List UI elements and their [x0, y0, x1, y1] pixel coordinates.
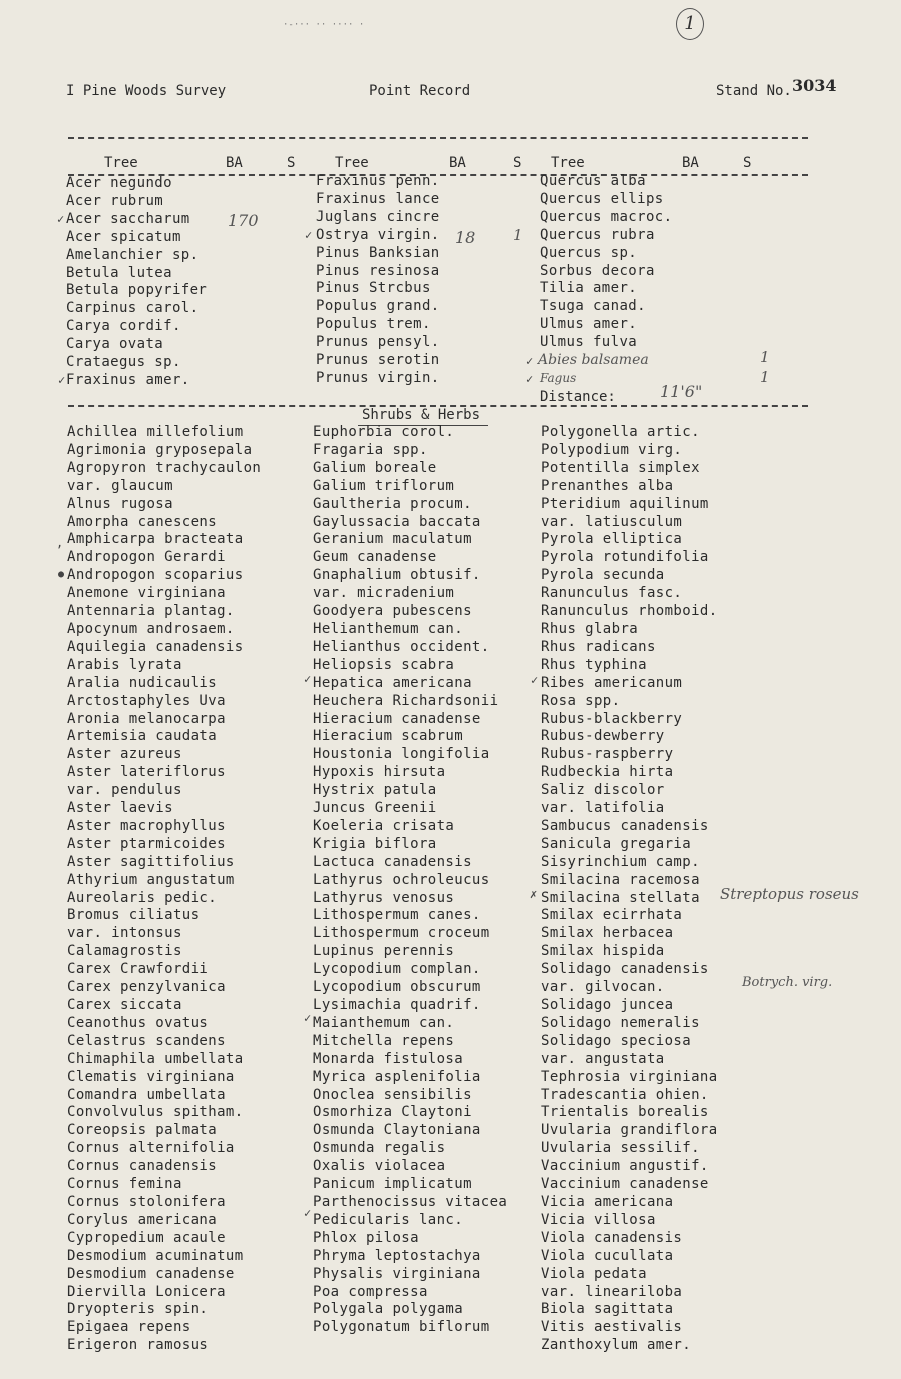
species-item: Agropyron trachycaulon: [67, 459, 262, 476]
species-item: Vicia villosa: [541, 1211, 656, 1228]
species-item: Rhus radicans: [541, 638, 656, 655]
species-item: var. micradenium: [313, 585, 455, 602]
species-item: Amorpha canescens: [67, 513, 218, 530]
species-item: var. gilvocan.: [541, 979, 665, 996]
species-item: Comandra umbellata: [67, 1086, 226, 1103]
species-item: Ulmus amer.: [540, 316, 638, 333]
hw-acer-ba: 170: [228, 211, 259, 230]
s-header-3: S: [743, 155, 752, 171]
tree-header-2: Tree: [335, 155, 369, 171]
species-item: Lithospermum canes.: [313, 907, 481, 924]
s-header-1: S: [287, 155, 296, 171]
species-item: Quercus alba: [540, 173, 646, 189]
species-item: Diervilla Lonicera: [67, 1283, 226, 1300]
species-item: Pyrola rotundifolia: [541, 549, 709, 566]
species-item: Lactuca canadensis: [313, 853, 472, 870]
species-item: Vaccinium angustif.: [541, 1158, 709, 1175]
species-item: Biola sagittata: [541, 1301, 674, 1318]
shrub-list-1: [67, 424, 261, 1355]
species-item: Carex siccata: [67, 997, 182, 1013]
hw-streptopus: Streptopus roseus: [720, 885, 859, 903]
species-item: Trientalis borealis: [541, 1104, 709, 1121]
species-item: Prunus pensyl.: [316, 334, 440, 351]
hw-botrychium: Botrych. virg.: [742, 975, 833, 990]
species-item: Carya cordif.: [66, 318, 181, 335]
species-item: Arctostaphyles Uva: [67, 692, 226, 709]
species-item: Apocynum androsaem.: [67, 620, 235, 637]
species-item: Carex penzylvanica: [67, 979, 226, 996]
species-item: Helianthemum can.: [313, 620, 464, 637]
species-item: Krigia biflora: [313, 835, 437, 852]
species-item: Osmunda Claytoniana: [313, 1122, 481, 1139]
species-item: Clematis virginiana: [67, 1068, 235, 1085]
species-item: Vicia americana: [541, 1193, 674, 1210]
species-item: var. latifolia: [541, 800, 665, 817]
species-item: Poa compressa: [313, 1283, 428, 1300]
species-item: Quercus rubra: [540, 226, 655, 243]
species-item: Smilacina racemosa: [541, 871, 700, 888]
species-item: Hieracium canadense: [313, 710, 481, 727]
species-item: Aster macrophyllus: [67, 817, 226, 834]
species-item: Quercus ellips: [540, 190, 664, 207]
species-item: Phlox pilosa: [313, 1229, 419, 1246]
species-item: var. intonsus: [67, 925, 182, 942]
species-item: Betula lutea: [66, 264, 172, 281]
check-mark-icon: ✓: [304, 1011, 312, 1025]
species-item: Calamagrostis: [67, 943, 182, 960]
species-item: Fraxinus lance: [316, 190, 440, 207]
hw-ostrya-ba: 18: [455, 228, 476, 247]
species-item: Andropogon scoparius: [67, 567, 244, 584]
species-item: Polygala polygama: [313, 1301, 464, 1318]
species-item: Rudbeckia hirta: [541, 764, 674, 781]
species-item: Convolvulus spitham.: [67, 1104, 244, 1121]
hw-abies: Abies balsamea: [538, 352, 649, 368]
species-item: Cornus stolonifera: [67, 1193, 226, 1210]
species-item: Polygonella artic.: [541, 424, 700, 440]
tree-header-3: Tree: [551, 155, 585, 171]
species-item: Mitchella repens: [313, 1032, 455, 1049]
ba-header-2: BA: [449, 155, 466, 171]
species-item: Pinus resinosa: [316, 262, 440, 279]
species-item: Heliopsis scabra: [313, 656, 455, 673]
species-item: Geranium maculatum: [313, 531, 472, 548]
species-item: Betula popyrifer: [66, 282, 208, 299]
species-item: Oxalis violacea: [313, 1158, 446, 1175]
species-item: Pteridium aquilinum: [541, 495, 709, 512]
species-item: Lathyrus venosus: [313, 889, 455, 906]
species-item: Polypodium virg.: [541, 441, 683, 458]
species-item: Hieracium scabrum: [313, 728, 464, 745]
species-item: Uvularia grandiflora: [541, 1122, 718, 1139]
hw-ostrya-s: 1: [513, 226, 523, 244]
species-item: var. lineariloba: [541, 1283, 683, 1300]
species-item: Arabis lyrata: [67, 656, 182, 673]
species-item: Juncus Greenii: [313, 800, 437, 817]
species-item: Lycopodium complan.: [313, 961, 481, 978]
species-item: Achillea millefolium: [67, 424, 244, 440]
species-item: Agrimonia gryposepala: [67, 441, 253, 458]
species-item: Lycopodium obscurum: [313, 979, 481, 996]
species-item: Aronia melanocarpa: [67, 710, 226, 727]
species-item: Cornus femina: [67, 1176, 182, 1193]
species-item: Acer saccharum: [66, 210, 190, 227]
species-item: Pyrola secunda: [541, 567, 665, 584]
species-item: var. glaucum: [67, 477, 173, 494]
species-item: Fraxinus amer.: [66, 371, 190, 388]
ba-header-1: BA: [226, 155, 243, 171]
species-item: Viola cucullata: [541, 1247, 674, 1264]
species-item: Phryma leptostachya: [313, 1247, 481, 1264]
dot-mark-icon: ●: [58, 569, 65, 580]
species-item: Fraxinus penn.: [316, 173, 440, 189]
species-item: Gaylussacia baccata: [313, 513, 481, 530]
shrub-list-3: [541, 424, 718, 1355]
species-item: Prunus virgin.: [316, 369, 440, 386]
species-item: Parthenocissus vitacea: [313, 1193, 508, 1210]
species-item: Potentilla simplex: [541, 459, 700, 476]
species-item: Chimaphila umbellata: [67, 1050, 244, 1067]
corner-mark: 1: [676, 8, 704, 40]
ba-header-3: BA: [682, 155, 699, 171]
check-mark-icon: ✓: [304, 1206, 312, 1220]
species-item: Pinus Banksian: [316, 244, 440, 261]
species-item: Acer negundo: [66, 175, 172, 191]
species-item: Pinus Strcbus: [316, 280, 431, 297]
species-item: Aureolaris pedic.: [67, 889, 218, 906]
species-item: Maianthemum can.: [313, 1014, 455, 1031]
x-mark-icon: ✗: [530, 887, 538, 901]
shrubs-title: Shrubs & Herbs: [362, 407, 481, 423]
shrub-list-2: [313, 424, 507, 1337]
tree-list-1: [66, 175, 207, 390]
species-item: Solidago juncea: [541, 997, 674, 1013]
species-item: Lysimachia quadrif.: [313, 997, 481, 1013]
distance-label: Distance:: [540, 389, 616, 405]
species-item: Zanthoxylum amer.: [541, 1337, 692, 1354]
species-item: Tephrosia virginiana: [541, 1068, 718, 1085]
species-item: Viola canadensis: [541, 1229, 683, 1246]
species-item: Sorbus decora: [540, 262, 655, 279]
species-item: Desmodium acuminatum: [67, 1247, 244, 1264]
stand-number: 3034: [792, 76, 837, 95]
check-mark-icon: ✓: [57, 212, 65, 226]
species-item: var. latiusculum: [541, 513, 683, 530]
species-item: Gaultheria procum.: [313, 495, 472, 512]
species-item: Sanicula gregaria: [541, 835, 692, 852]
species-item: Aster ptarmicoides: [67, 835, 226, 852]
species-item: Quercus macroc.: [540, 208, 673, 225]
species-item: Aralia nudicaulis: [67, 674, 218, 691]
check-mark-icon: ✓: [526, 354, 534, 368]
species-item: Carex Crawfordii: [67, 961, 209, 978]
hw-distance: 11'6": [660, 382, 703, 401]
species-item: Hystrix patula: [313, 782, 437, 799]
species-item: Ranunculus fasc.: [541, 585, 683, 602]
species-item: Rubus-raspberry: [541, 746, 674, 763]
species-item: Ceanothus ovatus: [67, 1014, 209, 1031]
species-item: Physalis virginiana: [313, 1265, 481, 1282]
species-item: Dryopteris spin.: [67, 1301, 209, 1318]
species-item: Aster lateriflorus: [67, 764, 226, 781]
species-item: var. pendulus: [67, 782, 182, 799]
species-item: Crataegus sp.: [66, 354, 181, 371]
species-item: Cornus canadensis: [67, 1158, 218, 1175]
species-item: Onoclea sensibilis: [313, 1086, 472, 1103]
species-item: Osmorhiza Claytoni: [313, 1104, 472, 1121]
species-item: Carya ovata: [66, 336, 164, 353]
species-item: Ulmus fulva: [540, 334, 638, 351]
check-mark-icon: ✓: [305, 228, 313, 242]
species-item: Solidago canadensis: [541, 961, 709, 978]
species-item: Lupinus perennis: [313, 943, 455, 960]
species-item: Smilax hispida: [541, 943, 665, 960]
species-item: Acer spicatum: [66, 228, 181, 245]
species-item: Panicum implicatum: [313, 1176, 472, 1193]
species-item: Rubus-dewberry: [541, 728, 665, 745]
species-item: Monarda fistulosa: [313, 1050, 464, 1067]
species-item: Vaccinium canadense: [541, 1176, 709, 1193]
species-item: Aster sagittifolius: [67, 853, 235, 870]
species-item: Artemisia caudata: [67, 728, 218, 745]
species-item: Aster azureus: [67, 746, 182, 763]
species-item: Solidago speciosa: [541, 1032, 692, 1049]
species-item: Andropogon Gerardi: [67, 549, 226, 566]
species-item: Vitis aestivalis: [541, 1319, 683, 1336]
stand-label: Stand No.: [716, 83, 792, 99]
species-item: Sisyrinchium camp.: [541, 853, 700, 870]
species-item: Rubus-blackberry: [541, 710, 683, 727]
species-item: Prenanthes alba: [541, 477, 674, 494]
species-item: Acer rubrum: [66, 192, 164, 209]
species-item: Bromus ciliatus: [67, 907, 200, 924]
species-item: Populus grand.: [316, 298, 440, 315]
species-item: Aquilegia canadensis: [67, 638, 244, 655]
species-item: Erigeron ramosus: [67, 1337, 209, 1354]
species-item: Amphicarpa bracteata: [67, 531, 244, 548]
species-item: Rhus typhina: [541, 656, 647, 673]
species-item: Alnus rugosa: [67, 495, 173, 512]
species-item: Tilia amer.: [540, 280, 638, 297]
species-item: Koeleria crisata: [313, 817, 455, 834]
species-item: Athyrium angustatum: [67, 871, 235, 888]
divider-top: [68, 137, 808, 139]
species-item: Polygonatum biflorum: [313, 1319, 490, 1336]
species-item: Sambucus canadensis: [541, 817, 709, 834]
species-item: Cornus alternifolia: [67, 1140, 235, 1157]
species-item: Juglans cincre: [316, 208, 440, 225]
pencil-mark-icon: ,: [56, 536, 64, 550]
species-item: Anemone virginiana: [67, 585, 226, 602]
species-item: Viola pedata: [541, 1265, 647, 1282]
species-item: Houstonia longifolia: [313, 746, 490, 763]
species-item: Ostrya virgin.: [316, 226, 440, 243]
species-item: Desmodium canadense: [67, 1265, 235, 1282]
species-item: Galium triflorum: [313, 477, 455, 494]
species-item: Populus trem.: [316, 316, 431, 333]
survey-title: I Pine Woods Survey: [66, 83, 227, 99]
species-item: Rhus glabra: [541, 620, 639, 637]
species-item: Aster laevis: [67, 800, 173, 817]
tree-list-2: [316, 173, 440, 388]
species-item: Pyrola elliptica: [541, 531, 683, 548]
species-item: Smilacina stellata: [541, 889, 700, 906]
species-item: Saliz discolor: [541, 782, 665, 799]
species-item: Hypoxis hirsuta: [313, 764, 446, 781]
species-item: Celastrus scandens: [67, 1032, 226, 1049]
species-item: Epigaea repens: [67, 1319, 191, 1336]
hw-fagus-s: 1: [760, 368, 770, 386]
species-item: Tsuga canad.: [540, 298, 646, 315]
species-item: Pedicularis lanc.: [313, 1211, 464, 1228]
hw-abies-s: 1: [760, 348, 770, 366]
hw-fagus: Fagus: [540, 371, 577, 385]
species-item: Smilax ecirrhata: [541, 907, 683, 924]
species-item: Prunus serotin: [316, 352, 440, 369]
species-item: Rosa spp.: [541, 692, 621, 709]
species-item: Coreopsis palmata: [67, 1122, 218, 1139]
species-item: Goodyera pubescens: [313, 603, 472, 620]
species-item: Solidago nemeralis: [541, 1014, 700, 1031]
tree-header-1: Tree: [104, 155, 138, 171]
species-item: Galium boreale: [313, 459, 437, 476]
check-mark-icon: ✓: [526, 372, 534, 386]
species-item: Cypropedium acaule: [67, 1229, 226, 1246]
species-item: Amelanchier sp.: [66, 246, 199, 263]
top-stamp: ·-··· ·· ···· ·: [283, 20, 365, 30]
tree-list-3: [540, 173, 672, 352]
species-item: Quercus sp.: [540, 244, 638, 261]
species-item: Corylus americana: [67, 1211, 218, 1228]
species-item: Euphorbia corol.: [313, 424, 455, 440]
species-item: Uvularia sessilif.: [541, 1140, 700, 1157]
species-item: Osmunda regalis: [313, 1140, 446, 1157]
form-name: Point Record: [369, 83, 471, 99]
species-item: Heuchera Richardsonii: [313, 692, 499, 709]
species-item: Antennaria plantag.: [67, 603, 235, 620]
check-mark-icon: ✓: [58, 373, 66, 387]
check-mark-icon: ✓: [304, 672, 312, 686]
species-item: Geum canadense: [313, 549, 437, 566]
species-item: Gnaphalium obtusif.: [313, 567, 481, 584]
species-item: Myrica asplenifolia: [313, 1068, 481, 1085]
species-item: Helianthus occident.: [313, 638, 490, 655]
species-item: Ranunculus rhomboid.: [541, 603, 718, 620]
species-item: Hepatica americana: [313, 674, 472, 691]
species-item: var. angustata: [541, 1050, 665, 1067]
species-item: Fragaria spp.: [313, 441, 428, 458]
species-item: Tradescantia ohien.: [541, 1086, 709, 1103]
s-header-2: S: [513, 155, 522, 171]
species-item: Smilax herbacea: [541, 925, 674, 942]
species-item: Lathyrus ochroleucus: [313, 871, 490, 888]
species-item: Ribes americanum: [541, 674, 683, 691]
species-item: Lithospermum croceum: [313, 925, 490, 942]
check-mark-icon: ✓: [531, 673, 539, 687]
species-item: Carpinus carol.: [66, 300, 199, 317]
